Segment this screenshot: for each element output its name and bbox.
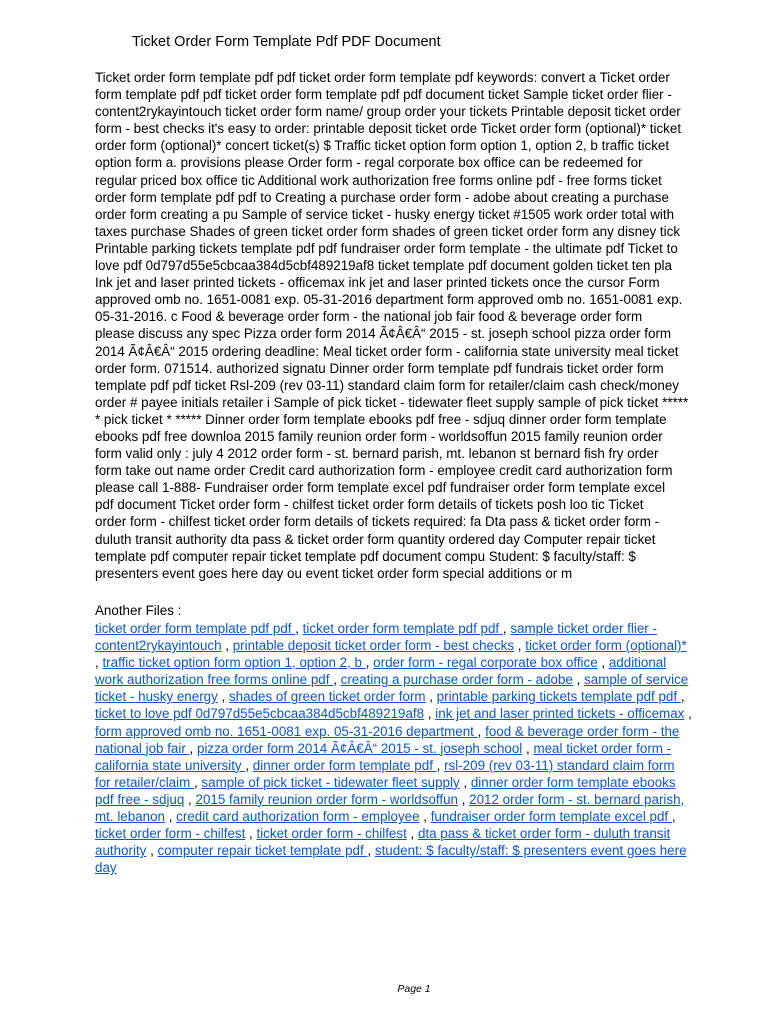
link-separator: ,: [671, 809, 676, 825]
related-file-link[interactable]: ticket order form template pdf pdf: [95, 621, 296, 636]
document-title: Ticket Order Form Template Pdf PDF Document: [132, 34, 441, 50]
link-line: [95, 723, 745, 740]
link-separator: ,: [459, 774, 471, 790]
body-line: approved omb no. 1651-0081 exp. 05-31-2016 department form approved omb no. 1651-0081 exp.: [95, 292, 683, 308]
related-file-link[interactable]: computer repair ticket template pdf: [157, 843, 368, 859]
link-separator: ,: [217, 689, 229, 705]
body-line: ebooks pdf free downloa 2015 family reunion order form - worldsoffun 2015 family reunion order: [95, 428, 663, 444]
related-file-link[interactable]: sample of pick ticket - tidewater fleet supply: [201, 774, 460, 790]
body-line: please call 1-888- Fundraiser order form template excel pdf fundraiser order form template excel: [95, 480, 666, 496]
body-line: please discuss any spec Pizza order form 2014 Ã¢Â€Â“ 2015 - st. joseph school pizza order form: [95, 326, 672, 342]
body-line: content2rykayintouch ticket order form name/ group order your tickets Printable deposit ticket order: [95, 104, 681, 120]
body-line: order form template pdf pdf to Creating a purchase order form - adobe about creating a purchase: [95, 189, 669, 205]
related-file-link[interactable]: ticket order form - chilfest: [256, 826, 407, 842]
related-file-link[interactable]: authority: [95, 843, 147, 859]
related-file-link[interactable]: traffic ticket option form option 1, option 2, b: [102, 655, 366, 671]
link-separator: ,: [95, 655, 103, 671]
related-file-link[interactable]: printable parking tickets template pdf pdf: [436, 689, 681, 705]
body-line: form take out name order Credit card authorization form - employee credit card authorization form: [95, 463, 673, 479]
related-file-link[interactable]: dinner order form template pdf: [252, 757, 437, 773]
related-file-link[interactable]: for retailer/claim: [95, 774, 194, 790]
related-file-link[interactable]: ticket to love pdf 0d797d55e5cbcaa384d5cbf489219af8: [95, 706, 425, 722]
related-file-link[interactable]: dta pass & ticket order form - duluth transit: [417, 826, 671, 842]
related-file-link[interactable]: ticket order form template pdf pdf: [302, 621, 503, 636]
another-files-links: [95, 620, 745, 876]
related-file-link[interactable]: creating a purchase order form - adobe: [340, 672, 573, 688]
link-line: [95, 808, 745, 825]
related-file-link[interactable]: additional: [608, 655, 667, 671]
related-file-link[interactable]: form approved omb no. 1651-0081 exp. 05-31-2016 department: [95, 723, 478, 739]
related-file-link[interactable]: day: [95, 860, 117, 876]
link-separator: ,: [245, 757, 253, 773]
link-separator: ,: [365, 655, 374, 671]
related-file-link[interactable]: work authorization free forms online pdf: [95, 672, 334, 688]
link-line: [95, 842, 745, 859]
link-separator: ,: [184, 791, 196, 807]
related-file-link[interactable]: sample ticket order flier -: [510, 621, 657, 636]
link-line: [95, 654, 745, 671]
body-line: template pdf pdf ticket Rsl-209 (rev 03-11) standard claim form for retailer/claim cash check/money: [95, 377, 679, 393]
link-separator: ,: [477, 723, 486, 739]
link-line: [95, 705, 745, 722]
link-separator: ,: [146, 843, 158, 859]
related-file-link[interactable]: meal ticket order form -: [533, 740, 672, 756]
link-separator: ,: [419, 809, 431, 825]
body-line: order form - chilfest ticket order form details of tickets required: fa Dta pass & ticket order form -: [95, 514, 660, 530]
body-line: regular priced box office tic Additional work authorization free forms online pdf - free forms ticket: [95, 172, 662, 188]
related-file-link[interactable]: dinner order form template ebooks: [470, 774, 676, 790]
body-line: * pick ticket * ***** Dinner order form template ebooks pdf free - sdjuq dinner order form template: [95, 411, 667, 427]
body-line: order form creating a pu Sample of service ticket - husky energy ticket #1505 work order total with: [95, 206, 675, 222]
related-file-link[interactable]: content2rykayintouch: [95, 638, 222, 654]
related-file-link[interactable]: rsl-209 (rev 03-11) standard claim form: [444, 757, 675, 773]
related-file-link[interactable]: credit card authorization form - employee: [176, 809, 420, 825]
body-line: love pdf 0d797d55e5cbcaa384d5cbf489219af8 ticket template pdf document golden ticket ten pla: [95, 258, 672, 274]
body-line: 2014 Ã¢Â€Â“ 2015 ordering deadline: Meal ticket order form - california state university meal ticket: [95, 343, 679, 359]
related-file-link[interactable]: ticket order form - chilfest: [95, 826, 246, 842]
another-files-heading: Another Files :: [95, 603, 182, 618]
body-line: 05-31-2016. c Food & beverage order form - the national job fair food & beverage order form: [95, 309, 643, 325]
related-file-link[interactable]: shades of green ticket order form: [228, 689, 426, 705]
link-separator: ,: [367, 843, 375, 859]
related-file-link[interactable]: mt. lebanon: [95, 809, 165, 825]
body-line: presenters event goes here day ou event ticket order form special additions or m: [95, 565, 573, 581]
related-file-link[interactable]: ticket order form (optional)*: [525, 638, 687, 654]
body-line: order form (optional)* concert ticket(s) $ Traffic ticket option form option 1, option 2, b traffic ticket: [95, 138, 670, 154]
related-file-link[interactable]: order form - regal corporate box office: [373, 655, 598, 671]
body-line: template pdf computer repair ticket template pdf document compu Student: $ faculty/staff: $: [95, 548, 636, 564]
link-separator: ,: [425, 689, 437, 705]
link-line: [95, 671, 745, 688]
link-separator: ,: [245, 826, 257, 842]
link-separator: ,: [597, 655, 609, 671]
body-line: duluth transit authority dta pass & ticket order form quantity ordered day Computer repair ticket: [95, 531, 656, 547]
link-separator: ,: [572, 672, 585, 688]
body-line: pdf document Ticket order form - chilfest ticket order form details of tickets posh loo tic Ticket: [95, 497, 644, 513]
link-separator: ,: [406, 826, 418, 842]
link-separator: ,: [514, 638, 526, 654]
body-line: Printable parking tickets template pdf pdf fundraiser order form template - the ultimate pdf Ticket to: [95, 240, 678, 256]
link-separator: ,: [457, 791, 470, 807]
link-separator: ,: [193, 774, 202, 790]
related-file-link[interactable]: printable deposit ticket order form - best checks: [232, 638, 515, 654]
body-line: form - best checks it's easy to order: printable deposit ticket orde Ticket order form (optional)* ticket: [95, 121, 682, 137]
link-line: [95, 740, 745, 757]
related-file-link[interactable]: fundraiser order form template excel pdf: [430, 809, 672, 825]
link-separator: ,: [424, 706, 436, 722]
link-separator: ,: [164, 809, 177, 825]
link-line: [95, 637, 745, 654]
related-file-link[interactable]: pizza order form 2014 Ã¢Â€Â“ 2015 - st. joseph school: [197, 740, 523, 756]
body-line: order # payee initials retailer i Sample of pick ticket - tidewater fleet supply sample of pick ticket *****: [95, 394, 689, 410]
related-file-link[interactable]: ink jet and laser printed tickets - officemax: [435, 706, 685, 722]
link-line: [95, 757, 745, 774]
link-separator: ,: [684, 706, 692, 722]
body-line: order form. 071514. authorized signatu Dinner order form template pdf fundrais ticket order form: [95, 360, 664, 376]
related-file-link[interactable]: 2012 order form - st. bernard parish,: [469, 791, 685, 807]
related-file-link[interactable]: ticket - husky energy: [95, 689, 218, 705]
link-separator: ,: [295, 621, 303, 636]
related-file-link[interactable]: california state university: [95, 757, 246, 773]
related-file-link[interactable]: sample of service: [584, 672, 689, 688]
link-separator: ,: [221, 638, 233, 654]
link-line: [95, 688, 745, 705]
related-file-link[interactable]: national job fair: [95, 740, 190, 756]
link-separator: ,: [502, 621, 511, 636]
related-file-link[interactable]: food & beverage order form - the: [485, 723, 680, 739]
link-line: [95, 791, 745, 808]
link-separator: ,: [680, 689, 685, 705]
body-line: form template pdf pdf ticket order form template pdf pdf document ticket Sample ticket order flier -: [95, 87, 672, 103]
body-line: option form a. provisions please Order form - regal corporate box office can be redeemed for: [95, 155, 643, 171]
page-number: Page 1: [397, 983, 431, 995]
link-separator: ,: [522, 740, 534, 756]
body-line: Ink jet and laser printed tickets - officemax ink jet and laser printed tickets once the cursor Form: [95, 275, 660, 291]
body-line: taxes purchase Shades of green ticket order form shades of green ticket order form any disney tick: [95, 223, 681, 239]
related-file-link[interactable]: pdf free - sdjuq: [95, 791, 185, 807]
link-line: [95, 620, 745, 637]
link-line: [95, 825, 745, 842]
link-line: [95, 774, 745, 791]
related-file-link[interactable]: student: $ faculty/staff: $ presenters event goes here: [374, 843, 687, 859]
link-separator: ,: [189, 740, 197, 756]
document-body: [95, 69, 745, 582]
link-separator: ,: [333, 672, 341, 688]
link-separator: ,: [436, 757, 445, 773]
body-line: Ticket order form template pdf pdf ticket order form template pdf keywords: convert a Ticket order: [95, 70, 670, 85]
link-line: [95, 859, 745, 876]
related-file-link[interactable]: 2015 family reunion order form - worldsoffun: [195, 791, 458, 807]
body-line: form valid only : july 4 2012 order form - st. bernard parish, mt. lebanon st bernard fish fry order: [95, 446, 659, 462]
